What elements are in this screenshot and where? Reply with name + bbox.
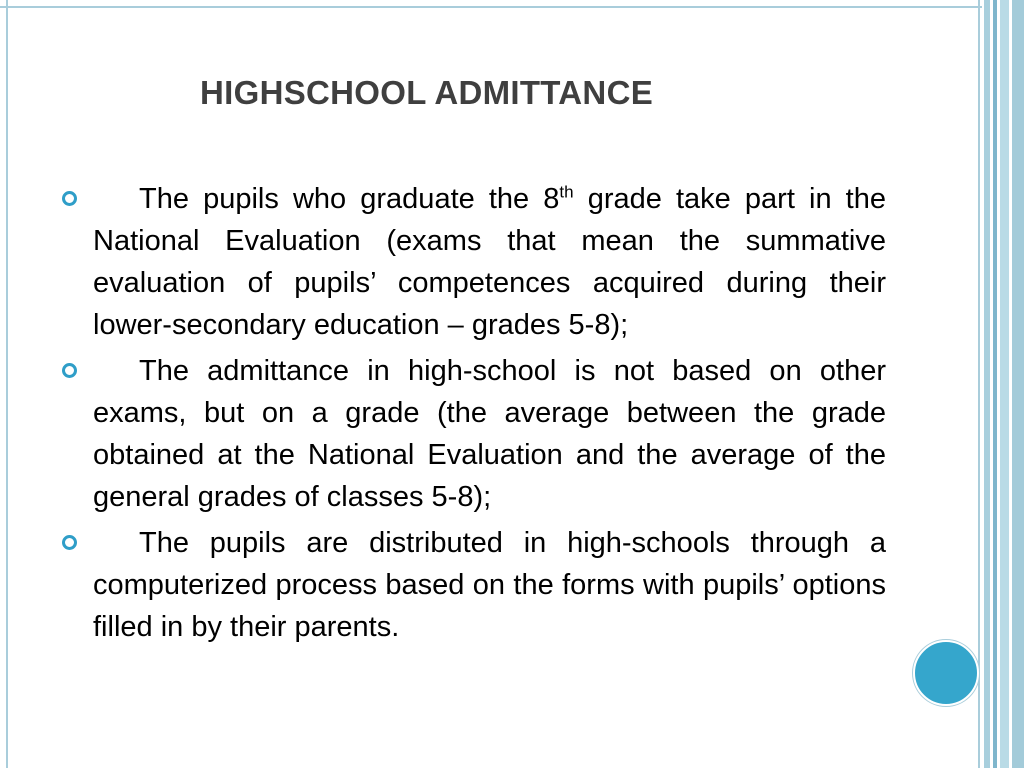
circle-bullet-icon — [62, 363, 77, 378]
bullet-text: The admittance in high-school is not based on other exams, but on a grade (the average between the grade obtained at the National Evaluation and the average of the general grades of classes 5-8); — [93, 355, 886, 513]
top-frame-line — [0, 6, 982, 8]
decorative-stripe — [984, 0, 990, 768]
bullet-text: The pupils are distributed in high-schools through a computerized process based on the forms with pupils’ options filled in by their parents. — [93, 527, 886, 643]
decorative-stripe — [993, 0, 997, 768]
circle-bullet-icon — [62, 191, 77, 206]
right-frame-line — [978, 0, 980, 768]
superscript: th — [559, 182, 574, 202]
bullet-list — [62, 178, 886, 652]
bullet-text: grade take part in the National Evaluation (exams that mean the summative evaluation of pupils’ competences acquired during their lower-secondary education – grades 5-8); — [93, 183, 886, 341]
decorative-stripe — [1000, 0, 1009, 768]
bullet-item — [62, 522, 886, 648]
left-frame-line — [6, 0, 8, 768]
blue-circle-decoration — [913, 640, 979, 706]
bullet-text: The pupils who graduate the 8 — [139, 183, 560, 215]
decorative-stripe — [1012, 0, 1024, 768]
circle-bullet-icon — [62, 535, 77, 550]
bullet-item — [62, 178, 886, 346]
bullet-item — [62, 350, 886, 518]
slide-title: HIGHSCHOOL ADMITTANCE — [200, 74, 654, 111]
